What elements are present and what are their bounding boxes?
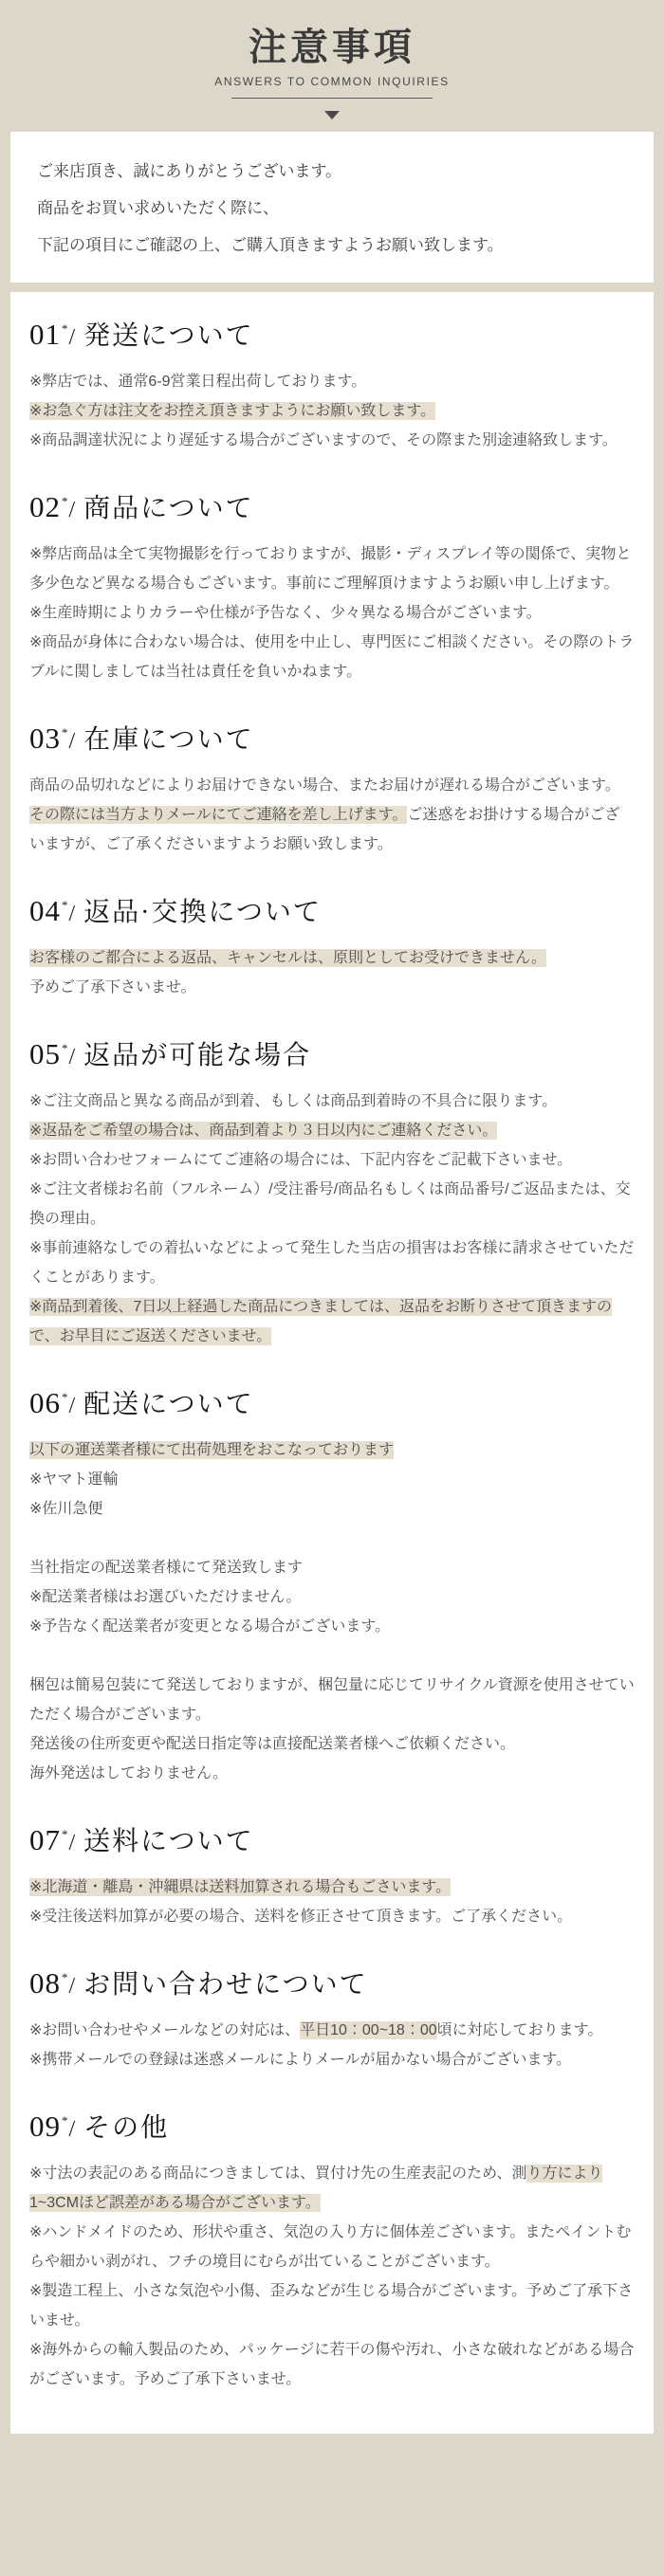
- paragraph: [29, 2335, 635, 2394]
- paragraph: [29, 1292, 635, 1351]
- section-number-mark: [61, 1041, 83, 1070]
- section-number-mark: [61, 494, 83, 523]
- section-04: [29, 891, 635, 1002]
- section-title: お問い合わせについて: [83, 1970, 368, 2000]
- section-body: [29, 1873, 635, 1931]
- blank-line: [29, 1524, 635, 1553]
- section-body: [29, 771, 635, 859]
- text-segment: 海外発送はしておりません。: [29, 1765, 228, 1781]
- asterisk-mark: *: [62, 494, 69, 508]
- down-triangle-icon: [324, 111, 340, 119]
- asterisk-mark: *: [62, 725, 69, 740]
- paragraph: [29, 1233, 635, 1292]
- paragraph: [29, 1671, 635, 1729]
- text-segment: ご迷惑をお掛けする場合がございますが、ご了承くださいますようお願い致します。: [29, 807, 620, 852]
- section-number: 07: [29, 1823, 61, 1856]
- section-03: [29, 719, 635, 859]
- highlighted-text: ※お急ぐ方は注文をお控え頂きますようにお願い致します。: [29, 403, 436, 419]
- asterisk-mark: *: [62, 321, 69, 336]
- paragraph: [29, 1175, 635, 1233]
- section-title: 配送について: [83, 1390, 254, 1419]
- text-segment: 梱包は簡易包装にて発送しておりますが、梱包量に応じてリサイクル資源を使用させていただく場合がございます。: [29, 1677, 635, 1723]
- paragraph: [29, 1729, 635, 1759]
- paragraph: [29, 1902, 635, 1931]
- text-segment: 予めご了承下さいませ。: [29, 979, 196, 996]
- section-number: 06: [29, 1386, 61, 1419]
- section-title: 発送について: [83, 321, 254, 351]
- paragraph: [29, 2276, 635, 2335]
- paragraph: [29, 539, 635, 598]
- intro-line: ご来店頂き、誠にありがとうございます。: [37, 162, 341, 180]
- paragraph: [29, 1116, 635, 1145]
- asterisk-mark: *: [62, 898, 69, 912]
- text-segment: ※お問い合わせフォームにてご連絡の場合には、下記内容をご記載下さいませ。: [29, 1152, 573, 1168]
- text-segment: ※受注後送料加算が必要の場合、送料を修正させて頂きます。ご了承ください。: [29, 1909, 573, 1925]
- section-title: 商品について: [83, 494, 254, 523]
- text-segment: ※ご注文商品と異なる商品が到着、もしくは商品到着時の不具合に限ります。: [29, 1093, 558, 1109]
- section-heading: [29, 719, 635, 757]
- slash-mark: /: [68, 1974, 77, 1999]
- asterisk-mark: *: [62, 1827, 69, 1841]
- text-segment: ※生産時期によりカラーや仕様が予告なく、少々異なる場合がございます。: [29, 605, 542, 621]
- paragraph: [29, 367, 635, 396]
- text-segment: ※弊店商品は全て実物撮影を行っておりますが、撮影・ディスプレイ等の関係で、実物と多少色など異なる場合もございます。事前にご理解頂けますようお願い申し上げます。: [29, 546, 632, 592]
- highlighted-text: ※北海道・離島・沖縄県は送料加算される場合もごさいます。: [29, 1879, 452, 1895]
- section-06: [29, 1383, 635, 1788]
- highlighted-text: 平日10：00~18：00: [300, 2022, 437, 2038]
- section-number-mark: [61, 1827, 83, 1856]
- section-number-mark: [61, 2113, 83, 2143]
- slash-mark: /: [68, 2117, 77, 2142]
- page-title: 注意事項: [249, 27, 415, 68]
- slash-mark: /: [68, 1045, 77, 1069]
- intro-line: 商品をお買い求めいただく際に、: [37, 199, 279, 217]
- paragraph: [29, 2016, 635, 2045]
- paragraph: [29, 1494, 635, 1524]
- paragraph: [29, 426, 635, 455]
- slash-mark: /: [68, 1831, 77, 1855]
- highlighted-text: り方により1~3CMほど誤差がある場合がございます。: [29, 2165, 603, 2211]
- text-segment: ※配送業者様はお選びいただけません。: [29, 1589, 302, 1605]
- slash-mark: /: [68, 729, 77, 754]
- highlighted-text: ※返品をご希望の場合は、商品到着より３日以内にご連絡ください。: [29, 1123, 498, 1139]
- text-segment: ※佐川急便: [29, 1501, 103, 1517]
- section-07: [29, 1820, 635, 1931]
- intro-line: 下記の項目にご確認の上、ご購入頂きますようお願い致します。: [37, 236, 504, 254]
- section-02: [29, 487, 635, 686]
- slash-mark: /: [68, 1394, 77, 1418]
- section-heading: [29, 315, 635, 353]
- paragraph: [29, 396, 635, 426]
- highlighted-text: お客様のご都合による返品、キャンセルは、原則としてお受けできません。: [29, 950, 546, 966]
- paragraph: [29, 1612, 635, 1641]
- text-segment: ※予告なく配送業者が変更となる場合がございます。: [29, 1618, 391, 1635]
- slash-mark: /: [68, 498, 77, 522]
- section-number-mark: [61, 321, 83, 351]
- paragraph: [29, 598, 635, 628]
- text-segment: ※事前連絡なしでの着払いなどによって発生した当店の損害はお客様に請求させていただくことがあります。: [29, 1240, 635, 1286]
- text-segment: 当社指定の配送業者様にて発送致します: [29, 1560, 304, 1576]
- section-body: [29, 2159, 635, 2394]
- slash-mark: /: [68, 902, 77, 926]
- section-title: 在庫について: [83, 725, 254, 755]
- section-number-mark: [61, 898, 83, 927]
- paragraph: [29, 628, 635, 686]
- highlighted-text: ※商品到着後、7日以上経過した商品につきましては、返品をお断りさせて頂きますので、お早目にご返送くださいませ。: [29, 1299, 612, 1344]
- paragraph: [29, 1435, 635, 1465]
- section-heading: [29, 891, 635, 929]
- paragraph: [29, 973, 635, 1002]
- section-number: 03: [29, 722, 61, 755]
- text-segment: 商品の品切れなどによりお届けできない場合、またお届けが遅れる場合がございます。: [29, 777, 620, 794]
- paragraph: [29, 1582, 635, 1612]
- section-09: [29, 2107, 635, 2394]
- section-title: その他: [83, 2113, 170, 2143]
- asterisk-mark: *: [62, 1970, 69, 1984]
- slash-mark: /: [68, 325, 77, 350]
- section-number-mark: [61, 1970, 83, 2000]
- section-title: 送料について: [83, 1827, 254, 1856]
- section-title: 返品が可能な場合: [83, 1041, 312, 1070]
- section-body: [29, 1435, 635, 1788]
- text-segment: ※商品調達状況により遅延する場合がございますので、その際また別途連絡致します。: [29, 432, 618, 448]
- text-segment: ※お問い合わせやメールなどの対応は、: [29, 2022, 301, 2038]
- sections-container: [10, 292, 654, 2434]
- text-segment: ※弊店では、通常6-9営業日程出荷しております。: [29, 374, 367, 390]
- page-header: [0, 0, 664, 119]
- section-number: 09: [29, 2110, 61, 2143]
- intro-card: [10, 132, 654, 283]
- text-segment: ※海外からの輸入製品のため、パッケージに若干の傷や汚れ、小さな破れなどがある場合がございます。予めご了承下さいませ。: [29, 2342, 635, 2387]
- section-body: [29, 2016, 635, 2074]
- section-heading: [29, 1964, 635, 2001]
- section-08: [29, 1964, 635, 2074]
- section-body: [29, 539, 635, 686]
- section-number: 05: [29, 1037, 61, 1070]
- section-number: 04: [29, 894, 61, 927]
- asterisk-mark: *: [62, 1390, 69, 1404]
- section-body: [29, 943, 635, 1002]
- text-segment: 発送後の住所変更や配送日指定等は直接配送業者様へご依頼ください。: [29, 1736, 516, 1752]
- section-number-mark: [61, 725, 83, 755]
- text-segment: ※製造工程上、小さな気泡や小傷、歪みなどが生じる場合がございます。予めご了承下さいませ。: [29, 2283, 634, 2329]
- section-number-mark: [61, 1390, 83, 1419]
- paragraph: [29, 2159, 635, 2218]
- section-number: 08: [29, 1966, 61, 2000]
- paragraph: [29, 2045, 635, 2074]
- highlighted-text: その際には当方よりメールにてご連絡を差し上げます。: [29, 807, 408, 823]
- section-05: [29, 1034, 635, 1351]
- blank-line: [29, 1641, 635, 1671]
- paragraph: [29, 943, 635, 973]
- header-divider: [231, 98, 433, 99]
- text-segment: ※ご注文者様お名前（フルネーム）/受注番号/商品名もしくは商品番号/ご返品または、交換の理由。: [29, 1181, 631, 1227]
- section-heading: [29, 487, 635, 525]
- paragraph: [29, 1145, 635, 1175]
- paragraph: [29, 771, 635, 859]
- text-segment: ※ヤマト運輸: [29, 1471, 119, 1488]
- asterisk-mark: *: [62, 1041, 69, 1055]
- text-segment: 頃に対応しております。: [436, 2022, 603, 2038]
- highlighted-text: 以下の運送業者様にて出荷処理をおこなっております: [29, 1442, 395, 1458]
- text-segment: ※寸法の表記のある商品につきましては、買付け先の生産表記のため、測: [29, 2165, 527, 2182]
- paragraph: [29, 2218, 635, 2276]
- section-number: 01: [29, 318, 61, 351]
- section-heading: [29, 2107, 635, 2145]
- section-number: 02: [29, 490, 61, 523]
- section-body: [29, 1087, 635, 1351]
- asterisk-mark: *: [62, 2113, 69, 2128]
- section-heading: [29, 1034, 635, 1072]
- paragraph: [29, 1465, 635, 1494]
- paragraph: [29, 1553, 635, 1582]
- text-segment: ※携帯メールでの登録は迷惑メールによりメールが届かない場合がございます。: [29, 2052, 572, 2068]
- paragraph: [29, 1087, 635, 1116]
- section-title: 返品·交換について: [83, 898, 322, 927]
- page-subtitle: ANSWERS TO COMMON INQUIRIES: [214, 75, 450, 88]
- section-heading: [29, 1383, 635, 1421]
- text-segment: ※ハンドメイドのため、形状や重さ、気泡の入り方に個体差ございます。またペイントむらや細かい剥がれ、フチの境目にむらが出ていることがございます。: [29, 2224, 632, 2270]
- section-body: [29, 367, 635, 455]
- section-heading: [29, 1820, 635, 1858]
- paragraph: [29, 1873, 635, 1902]
- paragraph: [29, 1759, 635, 1788]
- section-01: [29, 315, 635, 455]
- text-segment: ※商品が身体に合わない場合は、使用を中止し、専門医にご相談ください。その際のトラブルに関しましては当社は責任を負いかねます。: [29, 634, 635, 680]
